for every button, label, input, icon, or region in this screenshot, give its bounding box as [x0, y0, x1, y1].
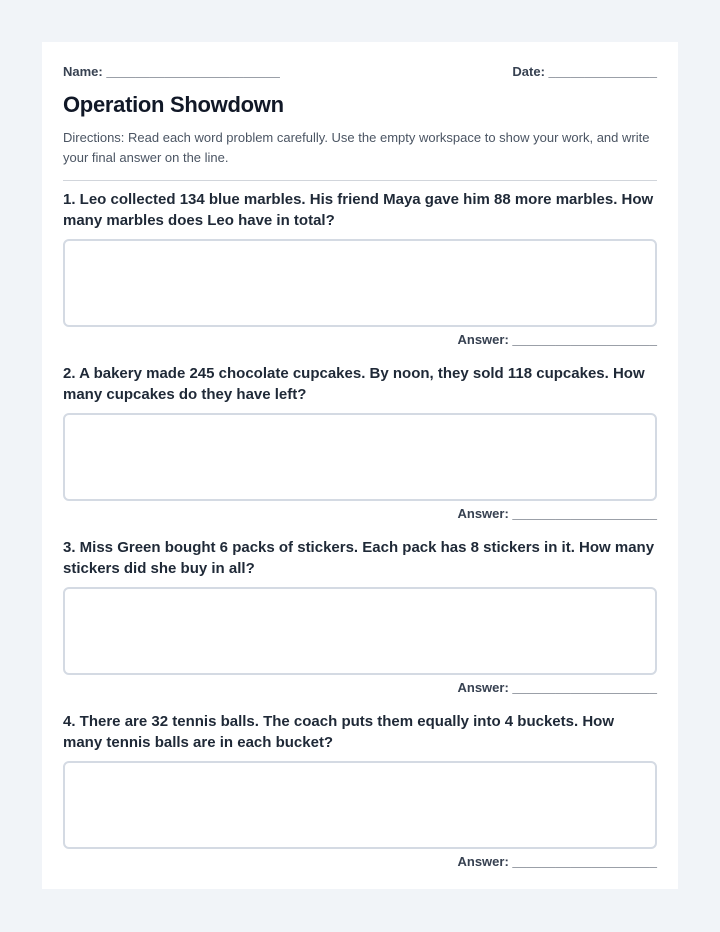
workspace-box[interactable]	[63, 761, 657, 849]
answer-line[interactable]: Answer: ____________________	[457, 332, 657, 347]
question-2	[63, 363, 657, 522]
directions-text: Directions: Read each word problem carefully. Use the empty workspace to show your work, and write your final answer on the line.	[63, 130, 650, 165]
answer-line[interactable]: Answer: ____________________	[457, 680, 657, 695]
worksheet-header	[63, 64, 657, 80]
question-4	[63, 711, 657, 870]
page-title: Operation Showdown	[63, 92, 284, 117]
workspace-box[interactable]	[63, 587, 657, 675]
worksheet-page	[42, 42, 678, 889]
question-text: 4. There are 32 tennis balls. The coach puts them equally into 4 buckets. How many tennis balls are in each bucket?	[63, 713, 614, 751]
question-text: 1. Leo collected 134 blue marbles. His friend Maya gave him 88 more marbles. How many marbles does Leo have in total?	[63, 191, 654, 229]
date-field[interactable]: Date: _______________	[512, 64, 657, 79]
answer-line[interactable]: Answer: ____________________	[457, 854, 657, 869]
question-text: 2. A bakery made 245 chocolate cupcakes. By noon, they sold 118 cupcakes. How many cupcakes do they have left?	[63, 365, 645, 403]
question-3	[63, 537, 657, 696]
name-field[interactable]: Name: ________________________	[63, 64, 280, 79]
workspace-box[interactable]	[63, 239, 657, 327]
question-1	[63, 189, 657, 348]
workspace-box[interactable]	[63, 413, 657, 501]
divider	[63, 180, 657, 181]
question-text: 3. Miss Green bought 6 packs of stickers. Each pack has 8 stickers in it. How many stickers did she buy in all?	[63, 539, 655, 577]
answer-line[interactable]: Answer: ____________________	[457, 506, 657, 521]
